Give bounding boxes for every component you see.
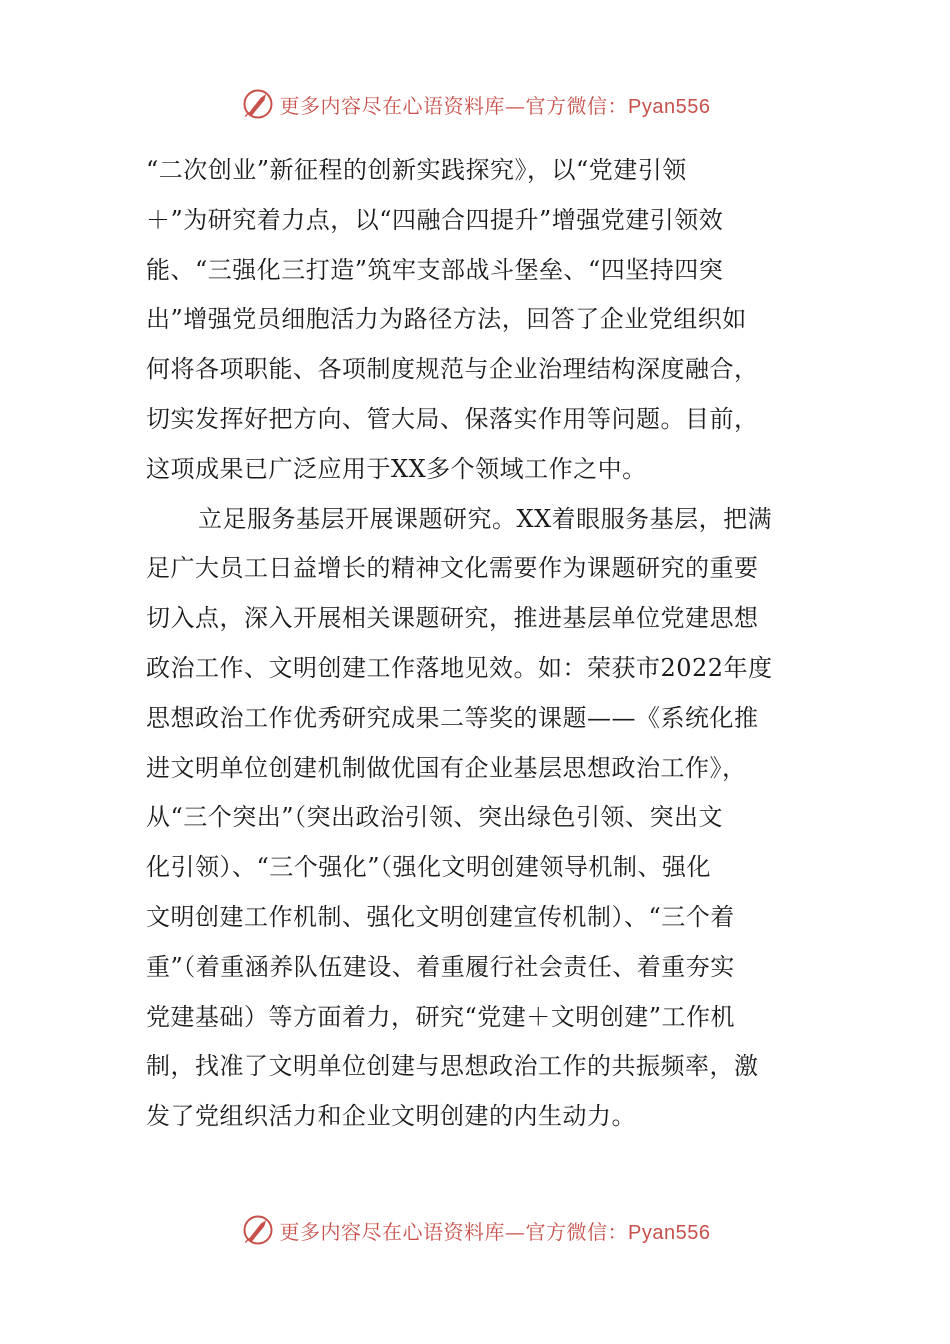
body-text-line: 制，找准了文明单位创建与思想政治工作的共振频率，激 xyxy=(146,1052,759,1081)
body-text-line: 重”（着重涵养队伍建设、着重履行社会责任、着重夯实 xyxy=(146,952,735,981)
body-text-line: 思想政治工作优秀研究成果二等奖的课题——《系统化推 xyxy=(146,703,759,732)
footer-watermark xyxy=(0,1210,950,1250)
body-text-line: 化引领）、“三个强化”（强化文明创建领导机制、强化 xyxy=(146,853,712,882)
body-text-line: 从“三个突出”（突出政治引领、突出绿色引领、突出文 xyxy=(146,803,724,832)
watermark-text xyxy=(280,1216,711,1245)
body-text-line: 立足服务基层开展课题研究。XX着眼服务基层，把满 xyxy=(198,504,773,533)
body-text-line: 进文明单位创建机制做优国有企业基层思想政治工作》， xyxy=(146,753,747,782)
watermark-text xyxy=(280,90,711,119)
watermark-label: 更多内容尽在心语资料库—官方微信： xyxy=(279,93,629,118)
body-text-line: 政治工作、文明创建工作落地见效。如：荣获市2022年度 xyxy=(146,653,773,682)
body-text-line: 何将各项职能、各项制度规范与企业治理结构深度融合， xyxy=(146,355,759,384)
body-text-line: 切入点，深入开展相关课题研究，推进基层单位党建思想 xyxy=(146,604,759,633)
body-text-line: ＋”为研究着力点，以“四融合四提升”增强党建引领效 xyxy=(146,205,724,234)
body-text-line: 足广大员工日益增长的精神文化需要作为课题研究的重要 xyxy=(146,554,759,583)
body-text-line: 出”增强党员细胞活力为路径方法，回答了企业党组织如 xyxy=(146,305,747,334)
body-text-line: 发了党组织活力和企业文明创建的内生动力。 xyxy=(146,1102,636,1131)
body-text-line: 能、“三强化三打造”筑牢支部战斗堡垒、“四坚持四突 xyxy=(146,255,724,284)
body-text-line: “二次创业”新征程的创新实践探究》，以“党建引领 xyxy=(146,156,687,184)
watermark-wechat-id: Pyan556 xyxy=(628,1221,711,1244)
header-watermark xyxy=(0,84,950,124)
document-body xyxy=(146,146,796,1142)
body-text-line: 这项成果已广泛应用于XX多个领域工作之中。 xyxy=(146,454,647,483)
pen-nib-logo-icon xyxy=(240,86,276,122)
watermark-label: 更多内容尽在心语资料库—官方微信： xyxy=(279,1219,629,1244)
pen-nib-logo-icon xyxy=(240,1212,276,1248)
body-text-line: 文明创建工作机制、强化文明创建宣传机制）、“三个着 xyxy=(146,902,735,931)
body-text-line: 切实发挥好把方向、管大局、保落实作用等问题。目前， xyxy=(146,404,759,433)
watermark-wechat-id: Pyan556 xyxy=(628,95,711,118)
body-text-line: 党建基础）等方面着力，研究“党建＋文明创建”工作机 xyxy=(146,1002,736,1031)
